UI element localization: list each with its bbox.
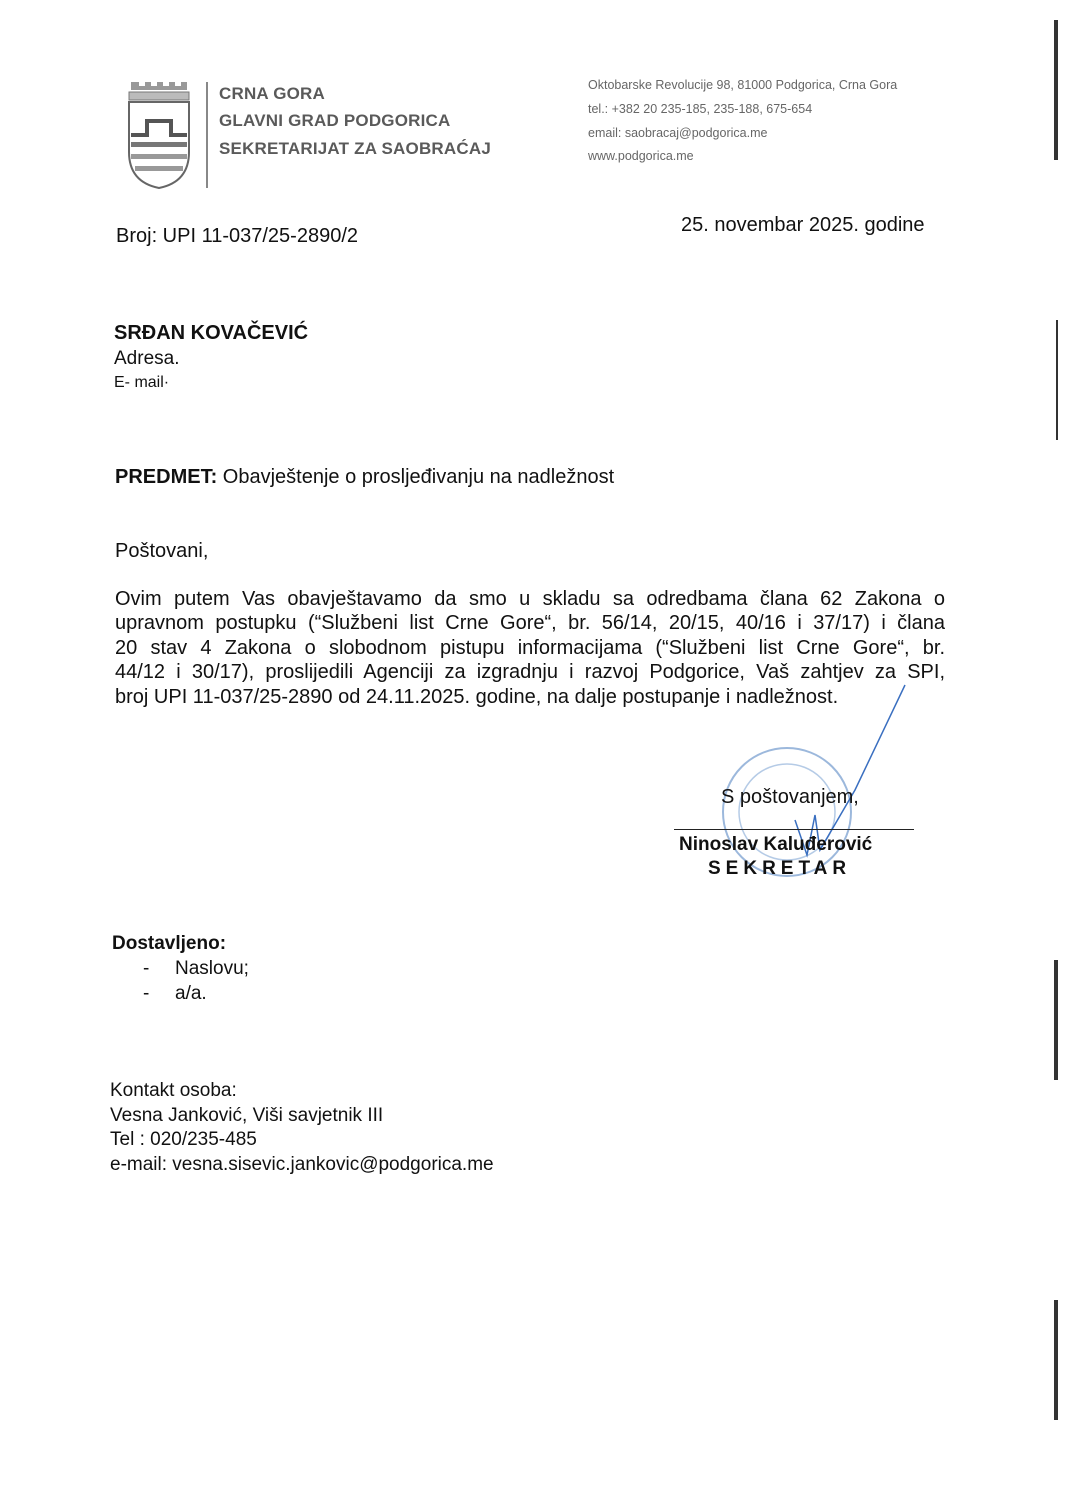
signatory-title: SEKRETAR xyxy=(708,858,852,879)
body-line: 20 stav 4 Zakona o slobodnom pistupu informacijama (“Službeni list Crne Gore“, br. xyxy=(115,637,945,659)
org-city: GLAVNI GRAD PODGORICA xyxy=(219,111,451,130)
closing: S poštovanjem, xyxy=(721,786,859,808)
recipient-name: SRĐAN KOVAČEVIĆ xyxy=(114,322,309,344)
signature-line xyxy=(674,829,914,830)
salutation: Poštovani, xyxy=(115,540,209,562)
body-line: 44/12 i 30/17), proslijedili Agenciji za izgradnju i razvoj Podgorice, Vaš zahtjev za SPI, xyxy=(115,661,945,683)
contact-person-name: Vesna Janković, Viši savjetnik III xyxy=(110,1105,384,1126)
org-department: SEKRETARIJAT ZA SAOBRAĆAJ xyxy=(219,139,491,158)
recipient-email: E- mail· xyxy=(114,374,170,391)
scan-edge-mark xyxy=(1054,1300,1058,1420)
scan-edge-mark xyxy=(1054,960,1058,1080)
contact-email: email: saobracaj@podgorica.me xyxy=(588,126,768,140)
body-line: upravnom postupku (“Službeni list Crne Gore“, br. 56/14, 20/15, 40/16 i 37/17) i člana xyxy=(115,612,945,634)
header-divider xyxy=(206,82,208,188)
delivered-item: - Naslovu; xyxy=(143,958,249,979)
contact-person-email: e-mail: vesna.sisevic.jankovic@podgorica.me xyxy=(110,1154,494,1175)
reference-number: Broj: UPI 11-037/25-2890/2 xyxy=(116,225,359,247)
scan-edge-mark xyxy=(1056,320,1058,440)
recipient-address: Adresa. xyxy=(114,348,180,369)
coat-of-arms-logo xyxy=(125,80,193,190)
contact-website: www.podgorica.me xyxy=(588,149,694,163)
contact-person-label: Kontakt osoba: xyxy=(110,1080,237,1101)
delivered-item: - a/a. xyxy=(143,983,207,1004)
delivered-label: Dostavljeno: xyxy=(112,933,227,954)
scan-edge-mark xyxy=(1054,20,1058,160)
subject-label: PREDMET: xyxy=(115,466,218,488)
contact-person-phone: Tel : 020/235-485 xyxy=(110,1129,257,1150)
contact-address: Oktobarske Revolucije 98, 81000 Podgorica, Crna Gora xyxy=(588,78,898,92)
body-line: Ovim putem Vas obavještavamo da smo u skladu sa odredbama člana 62 Zakona o xyxy=(115,588,945,610)
subject-line xyxy=(115,466,614,489)
contact-phone: tel.: +382 20 235-185, 235-188, 675-654 xyxy=(588,102,813,116)
org-country: CRNA GORA xyxy=(219,84,325,103)
body-line: broj UPI 11-037/25-2890 od 24.11.2025. godine, na dalje postupanje i nadležnost. xyxy=(115,686,839,708)
signatory-name: Ninoslav Kaluđerović xyxy=(679,834,873,855)
letter-date: 25. novembar 2025. godine xyxy=(681,214,925,236)
subject-text: Obavještenje o prosljeđivanju na nadležnost xyxy=(217,466,615,488)
